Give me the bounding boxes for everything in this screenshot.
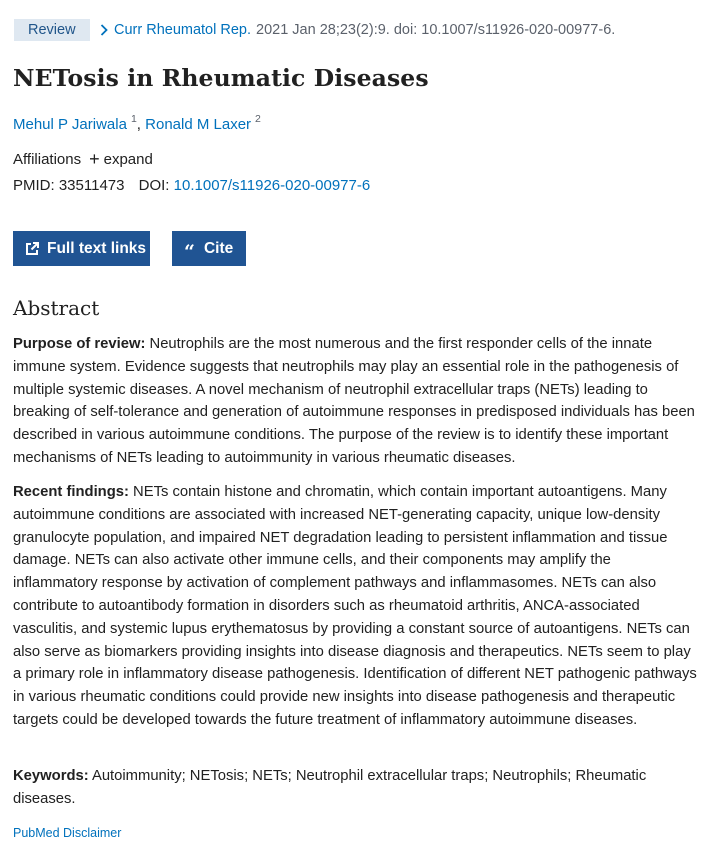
doi-label: DOI: [138,177,170,194]
pubmed-disclaimer-link[interactable]: PubMed Disclaimer [13,826,122,840]
pmid-value: 33511473 [58,177,125,194]
author-affiliation-ref[interactable]: 2 [255,113,261,125]
author-link[interactable]: Ronald M Laxer [145,116,252,133]
author-affiliation-ref[interactable]: 1 [130,113,137,125]
keywords [13,765,699,811]
citation-line [14,19,615,41]
page-title: NETosis in Rheumatic Diseases [13,64,429,92]
purpose-text: Neutrophils are the most numerous and the first responder cells of the innate immune system. Evidence suggests that neutrophils may play an essential role in the pathogenesis of multiple systemic diseases. A novel mechanism of neutrophil extracellular traps (NETs) leading to breaking of self-tolerance and generation of autoimmune responses in predisposed individuals has been described in various autoimmune conditions. The purpose of the review is to identify these important mechanisms of NETs leading to autoimmunity in various rheumatic diseases. [13,336,695,466]
keywords-label: Keywords: [13,768,89,784]
abstract-findings [13,481,699,732]
doi-link[interactable]: 10.1007/s11926-020-00977-6 [173,177,371,194]
affiliations-label: Affiliations [13,151,82,168]
full-text-links-button[interactable] [13,231,150,266]
purpose-label: Purpose of review: [13,336,146,352]
abstract-purpose [13,333,699,470]
plus-icon: + [89,149,100,169]
affiliations-toggle[interactable] [13,151,153,168]
cite-label: Cite [203,239,234,257]
expand-label[interactable]: expand [103,151,153,168]
findings-label: Recent findings: [13,484,129,500]
identifiers [13,177,370,194]
journal-link[interactable]: Curr Rheumatol Rep. [114,22,251,38]
publication-type-badge: Review [14,19,90,41]
keywords-text: Autoimmunity; NETosis; NETs; Neutrophil extracellular traps; Neutrophils; Rheumatic diseases. [13,768,647,807]
findings-text: NETs contain histone and chromatin, which contain important autoantigens. Many autoimmune conditions are associated with increased NET-generating capacity, unique low-density granulocyte population, and impaired NET degradation leading to persistent inflammation and tissue damage. NETs can also activate other immune cells, and their components may amplify the inflammatory response by activation of complement pathways and inflammasomes. NETs can also contribute to autoantibody formation in disorders such as rheumatoid arthritis, ANCA-associated vasculitis, and systemic lupus erythematosus by providing a constant source of autoantigens. NETs can also serve as biomarkers providing insights into disease diagnosis and therapeutics. NETs seem to play a primary role in inflammatory disease pathogenesis. Identification of different NET pathogenic pathways in various rheumatic conditions could provide new insights into disease pathogenesis and therapeutic targets could be developed towards the future treatment of inflammatory autoimmune diseases. [13,484,697,728]
chevron-right-icon [100,24,108,36]
abstract-heading: Abstract [13,296,100,320]
author-link[interactable]: Mehul P Jariwala [13,116,127,133]
author-separator: , [136,116,141,133]
cite-button[interactable] [172,231,246,266]
citation-details: 2021 Jan 28;23(2):9. doi: 10.1007/s11926-020-00977-6. [256,22,616,38]
external-link-icon [25,242,39,256]
pmid-label: PMID: [13,177,55,194]
quote-icon: “ [184,240,195,263]
author-list [13,113,261,133]
full-text-links-label: Full text links [47,239,147,257]
